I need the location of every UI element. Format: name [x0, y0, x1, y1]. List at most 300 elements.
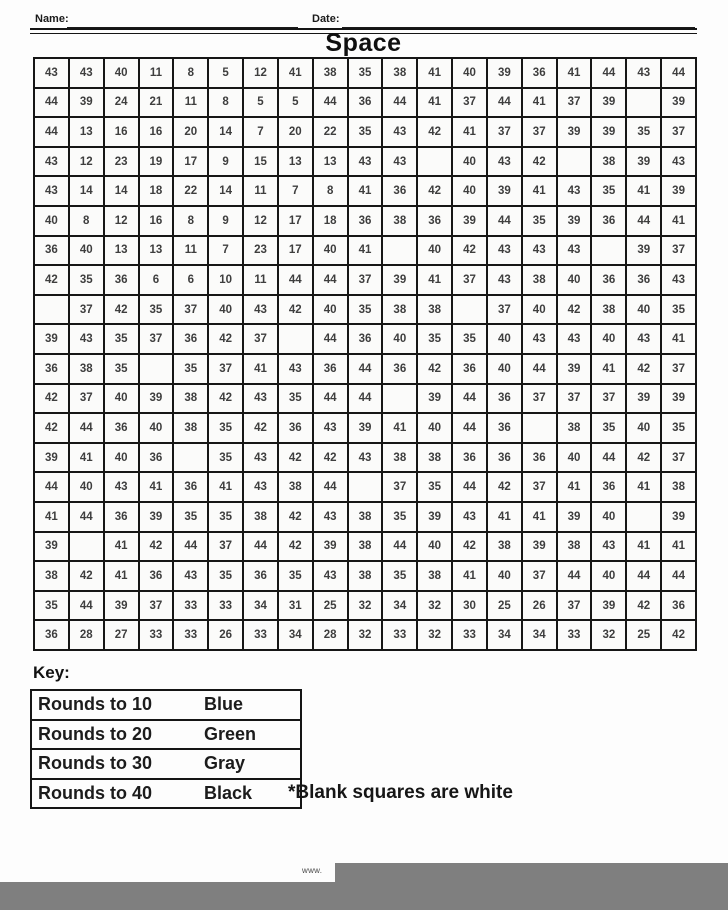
grid-cell: 38 [279, 473, 312, 501]
grid-cell: 36 [35, 237, 68, 265]
grid-cell [35, 296, 68, 324]
grid-cell: 43 [70, 325, 103, 353]
grid-cell: 16 [140, 207, 173, 235]
grid-cell: 44 [70, 592, 103, 620]
key-rule-text: Rounds to 40 [38, 782, 153, 803]
grid-cell: 43 [244, 473, 277, 501]
grid-cell: 36 [140, 444, 173, 472]
grid-cell: 40 [70, 473, 103, 501]
grid-cell: 37 [174, 296, 207, 324]
grid-cell: 43 [558, 325, 591, 353]
grid-cell: 39 [592, 89, 625, 117]
grid-cell: 7 [209, 237, 242, 265]
key-color-name: Blue [204, 694, 244, 715]
grid-cell: 38 [70, 355, 103, 383]
grid-cell: 39 [627, 237, 660, 265]
grid-cell: 36 [349, 207, 382, 235]
grid-cell: 41 [453, 118, 486, 146]
grid-cell: 41 [279, 59, 312, 87]
grid-cell: 44 [453, 473, 486, 501]
grid-cell: 42 [279, 296, 312, 324]
key-rule-text: Rounds to 30 [38, 753, 153, 774]
grid-cell: 37 [523, 118, 556, 146]
grid-cell: 41 [662, 533, 695, 561]
grid-cell: 43 [488, 237, 521, 265]
grid-cell: 35 [383, 562, 416, 590]
grid-cell: 39 [35, 325, 68, 353]
grid-cell: 41 [592, 355, 625, 383]
grid-cell: 41 [349, 237, 382, 265]
grid-cell: 34 [279, 621, 312, 649]
grid-cell: 42 [70, 562, 103, 590]
grid-cell: 40 [209, 296, 242, 324]
grid-cell: 43 [592, 533, 625, 561]
grid-cell: 39 [383, 266, 416, 294]
grid-cell: 39 [558, 118, 591, 146]
grid-cell: 37 [523, 385, 556, 413]
grid-cell: 20 [174, 118, 207, 146]
grid-cell: 35 [174, 503, 207, 531]
grid-cell: 36 [592, 266, 625, 294]
grid-cell: 39 [627, 148, 660, 176]
grid-cell: 36 [105, 414, 138, 442]
grid-cell: 44 [592, 444, 625, 472]
grid-cell: 42 [627, 355, 660, 383]
grid-cell: 41 [627, 533, 660, 561]
grid-cell: 40 [70, 237, 103, 265]
grid-cell: 8 [209, 89, 242, 117]
grid-cell: 10 [209, 266, 242, 294]
grid-cell: 44 [627, 562, 660, 590]
grid-cell: 23 [244, 237, 277, 265]
grid-cell: 41 [627, 177, 660, 205]
grid-cell: 36 [418, 207, 451, 235]
grid-cell: 36 [244, 562, 277, 590]
grid-cell: 43 [314, 414, 347, 442]
grid-cell: 42 [418, 177, 451, 205]
grid-cell [70, 533, 103, 561]
grid-cell: 42 [244, 414, 277, 442]
grid-cell: 26 [523, 592, 556, 620]
grid-cell: 37 [209, 533, 242, 561]
grid-cell: 39 [314, 533, 347, 561]
grid-cell: 43 [244, 444, 277, 472]
grid-cell: 39 [140, 503, 173, 531]
grid-cell: 42 [627, 592, 660, 620]
grid-cell: 36 [279, 414, 312, 442]
grid-cell: 17 [174, 148, 207, 176]
grid-cell: 40 [418, 237, 451, 265]
grid-cell: 35 [418, 473, 451, 501]
grid-cell: 26 [209, 621, 242, 649]
grid-cell: 35 [349, 59, 382, 87]
grid-cell: 31 [279, 592, 312, 620]
grid-cell: 12 [70, 148, 103, 176]
grid-cell: 39 [488, 177, 521, 205]
grid-cell: 40 [488, 355, 521, 383]
grid-cell: 39 [140, 385, 173, 413]
grid-cell: 41 [383, 414, 416, 442]
grid-cell [592, 237, 625, 265]
grid-cell: 42 [279, 503, 312, 531]
grid-cell: 43 [627, 325, 660, 353]
grid-cell: 17 [279, 237, 312, 265]
grid-cell: 40 [418, 414, 451, 442]
grid-cell: 44 [523, 355, 556, 383]
grid-cell: 17 [279, 207, 312, 235]
grid-cell: 43 [488, 266, 521, 294]
grid-cell: 41 [662, 207, 695, 235]
grid-cell: 39 [592, 592, 625, 620]
grid-cell: 39 [488, 59, 521, 87]
grid-cell: 39 [105, 592, 138, 620]
grid-cell: 42 [662, 621, 695, 649]
grid-cell: 7 [279, 177, 312, 205]
grid-cell: 42 [453, 237, 486, 265]
grid-cell: 42 [558, 296, 591, 324]
grid-cell: 12 [244, 59, 277, 87]
grid-cell: 44 [349, 355, 382, 383]
grid-cell: 37 [662, 444, 695, 472]
grid-cell: 40 [558, 444, 591, 472]
blank-squares-note: *Blank squares are white [288, 782, 513, 803]
grid-cell: 16 [105, 118, 138, 146]
grid-cell: 37 [70, 296, 103, 324]
grid-cell: 39 [558, 503, 591, 531]
grid-cell: 37 [453, 266, 486, 294]
grid-cell: 39 [35, 533, 68, 561]
grid-cell: 35 [209, 562, 242, 590]
grid-cell: 40 [35, 207, 68, 235]
grid-cell [279, 325, 312, 353]
grid-cell: 35 [174, 355, 207, 383]
grid-cell: 41 [523, 503, 556, 531]
grid-cell: 44 [244, 533, 277, 561]
grid-cell: 38 [174, 414, 207, 442]
grid-cell: 32 [349, 621, 382, 649]
grid-cell: 44 [314, 385, 347, 413]
grid-cell: 38 [418, 296, 451, 324]
grid-cell [558, 148, 591, 176]
grid-cell: 43 [70, 59, 103, 87]
grid-cell: 35 [523, 207, 556, 235]
grid-cell: 44 [35, 89, 68, 117]
grid-cell: 43 [662, 148, 695, 176]
grid-cell: 41 [627, 473, 660, 501]
grid-cell: 39 [662, 385, 695, 413]
grid-cell: 37 [70, 385, 103, 413]
footer-gray-bar [0, 882, 728, 910]
grid-cell: 41 [244, 355, 277, 383]
grid-cell: 43 [349, 148, 382, 176]
grid-cell: 20 [279, 118, 312, 146]
grid-cell: 44 [453, 414, 486, 442]
grid-cell: 38 [418, 562, 451, 590]
grid-cell: 40 [592, 325, 625, 353]
grid-cell: 11 [244, 266, 277, 294]
grid-cell: 39 [627, 385, 660, 413]
grid-cell: 42 [105, 296, 138, 324]
grid-cell: 37 [140, 592, 173, 620]
grid-cell: 43 [35, 59, 68, 87]
grid-cell: 38 [383, 59, 416, 87]
grid-cell: 35 [279, 562, 312, 590]
grid-cell: 39 [349, 414, 382, 442]
grid-cell: 25 [627, 621, 660, 649]
grid-cell: 9 [209, 148, 242, 176]
grid-cell: 33 [244, 621, 277, 649]
grid-cell: 34 [383, 592, 416, 620]
grid-cell: 37 [558, 385, 591, 413]
grid-cell: 37 [592, 385, 625, 413]
grid-cell: 44 [488, 89, 521, 117]
grid-cell: 38 [418, 444, 451, 472]
grid-cell: 38 [523, 266, 556, 294]
grid-cell: 36 [314, 355, 347, 383]
grid-cell: 35 [279, 385, 312, 413]
grid-cell: 38 [174, 385, 207, 413]
grid-cell: 44 [662, 562, 695, 590]
grid-cell: 35 [592, 414, 625, 442]
grid-cell [383, 385, 416, 413]
grid-cell: 43 [488, 148, 521, 176]
grid-cell: 42 [627, 444, 660, 472]
grid-cell: 39 [35, 444, 68, 472]
grid-cell: 11 [140, 59, 173, 87]
grid-cell: 44 [592, 59, 625, 87]
grid-cell: 12 [105, 207, 138, 235]
grid-cell: 18 [314, 207, 347, 235]
grid-cell: 36 [174, 325, 207, 353]
grid-cell: 19 [140, 148, 173, 176]
key-color-name: Green [204, 723, 257, 744]
grid-cell: 35 [627, 118, 660, 146]
grid-cell: 35 [35, 592, 68, 620]
grid-cell: 36 [662, 592, 695, 620]
grid-cell: 41 [349, 177, 382, 205]
grid-cell: 21 [140, 89, 173, 117]
grid-cell: 39 [418, 385, 451, 413]
grid-cell: 35 [209, 503, 242, 531]
grid-cell: 35 [105, 325, 138, 353]
grid-cell: 38 [592, 148, 625, 176]
grid-cell: 6 [140, 266, 173, 294]
grid-cell: 40 [383, 325, 416, 353]
grid-cell: 35 [140, 296, 173, 324]
grid-cell: 36 [383, 355, 416, 383]
grid-cell: 43 [383, 118, 416, 146]
grid-cell: 38 [558, 414, 591, 442]
grid-cell: 42 [35, 266, 68, 294]
grid-cell: 42 [35, 385, 68, 413]
grid-cell: 35 [662, 296, 695, 324]
key-rule-text: Rounds to 10 [38, 694, 153, 715]
grid-cell: 11 [174, 237, 207, 265]
grid-cell: 37 [662, 355, 695, 383]
grid-cell: 40 [627, 414, 660, 442]
grid-cell: 40 [453, 177, 486, 205]
grid-cell: 5 [279, 89, 312, 117]
grid-cell: 33 [453, 621, 486, 649]
grid-cell: 39 [418, 503, 451, 531]
grid-cell: 36 [383, 177, 416, 205]
key-rule-text: Rounds to 20 [38, 723, 153, 744]
grid-cell: 41 [558, 59, 591, 87]
grid-cell: 44 [627, 207, 660, 235]
grid-cell: 14 [70, 177, 103, 205]
grid-cell: 44 [488, 207, 521, 235]
grid-cell: 37 [488, 118, 521, 146]
grid-cell: 14 [105, 177, 138, 205]
grid-cell: 40 [488, 562, 521, 590]
grid-cell: 36 [488, 385, 521, 413]
grid-cell: 33 [558, 621, 591, 649]
grid-cell: 32 [418, 592, 451, 620]
key-row [32, 721, 300, 751]
grid-cell: 44 [314, 325, 347, 353]
grid-cell: 41 [418, 89, 451, 117]
grid-cell: 39 [523, 533, 556, 561]
grid-cell: 36 [523, 59, 556, 87]
grid-cell: 32 [592, 621, 625, 649]
grid-cell: 37 [453, 89, 486, 117]
grid-cell: 42 [209, 325, 242, 353]
key-label: Key: [33, 663, 70, 682]
grid-cell: 12 [244, 207, 277, 235]
grid-cell: 36 [488, 444, 521, 472]
grid-cell: 44 [174, 533, 207, 561]
grid-cell: 35 [453, 325, 486, 353]
grid-cell: 42 [279, 444, 312, 472]
grid-cell: 39 [662, 89, 695, 117]
grid-cell: 13 [105, 237, 138, 265]
grid-cell: 24 [105, 89, 138, 117]
grid-cell: 13 [140, 237, 173, 265]
grid-cell: 40 [314, 237, 347, 265]
grid-cell: 36 [35, 621, 68, 649]
grid-cell: 38 [349, 533, 382, 561]
grid-cell: 16 [140, 118, 173, 146]
grid-cell: 43 [558, 177, 591, 205]
grid-cell: 36 [105, 266, 138, 294]
key-color-name: Black [204, 782, 253, 803]
grid-cell: 44 [314, 266, 347, 294]
grid-cell: 41 [418, 266, 451, 294]
grid-cell: 36 [174, 473, 207, 501]
grid-cell: 18 [140, 177, 173, 205]
grid-cell: 35 [662, 414, 695, 442]
grid-cell: 44 [314, 89, 347, 117]
grid-cell: 40 [453, 59, 486, 87]
grid-cell: 42 [453, 533, 486, 561]
grid-cell: 41 [453, 562, 486, 590]
grid-cell: 36 [523, 444, 556, 472]
grid-cell: 32 [418, 621, 451, 649]
grid-cell: 34 [523, 621, 556, 649]
grid-cell [140, 355, 173, 383]
grid-cell: 11 [174, 89, 207, 117]
grid-cell: 43 [35, 177, 68, 205]
grid-cell: 40 [592, 562, 625, 590]
grid-cell: 38 [383, 207, 416, 235]
grid-cell: 37 [244, 325, 277, 353]
grid-cell: 42 [418, 355, 451, 383]
grid-cell: 40 [105, 385, 138, 413]
grid-cell: 9 [209, 207, 242, 235]
grid-cell: 5 [209, 59, 242, 87]
grid-cell: 35 [209, 444, 242, 472]
grid-cell: 37 [209, 355, 242, 383]
grid-cell: 44 [662, 59, 695, 87]
grid-cell: 36 [592, 207, 625, 235]
grid-cell: 25 [314, 592, 347, 620]
grid-cell: 44 [279, 266, 312, 294]
grid-cell: 37 [523, 473, 556, 501]
page-title: Space [325, 29, 402, 57]
grid-cell: 35 [592, 177, 625, 205]
grid-cell: 33 [383, 621, 416, 649]
grid-cell: 32 [349, 592, 382, 620]
grid-cell: 42 [418, 118, 451, 146]
grid-cell: 36 [627, 266, 660, 294]
grid-cell: 40 [558, 266, 591, 294]
key-color-name: Gray [204, 753, 246, 774]
grid-cell: 8 [70, 207, 103, 235]
grid-cell: 44 [349, 385, 382, 413]
grid-cell: 40 [627, 296, 660, 324]
grid-cell: 34 [244, 592, 277, 620]
grid-cell: 25 [488, 592, 521, 620]
grid-cell: 14 [209, 177, 242, 205]
grid-cell [418, 148, 451, 176]
grid-cell: 41 [523, 177, 556, 205]
grid-cell: 37 [523, 562, 556, 590]
grid-cell: 33 [174, 621, 207, 649]
grid-cell: 14 [209, 118, 242, 146]
grid-cell: 44 [35, 118, 68, 146]
grid-cell [383, 237, 416, 265]
grid-cell: 35 [349, 118, 382, 146]
grid-cell: 40 [592, 503, 625, 531]
grid-cell: 36 [488, 414, 521, 442]
grid-cell: 42 [523, 148, 556, 176]
grid-cell: 37 [558, 592, 591, 620]
grid-cell: 43 [453, 503, 486, 531]
grid-cell: 43 [35, 148, 68, 176]
watermark-text: www. [302, 866, 323, 875]
grid-cell: 13 [314, 148, 347, 176]
grid-cell: 22 [314, 118, 347, 146]
grid-cell: 43 [523, 325, 556, 353]
grid-cell: 40 [140, 414, 173, 442]
grid-cell: 39 [558, 207, 591, 235]
grid-cell: 40 [523, 296, 556, 324]
number-grid [33, 57, 697, 651]
grid-cell: 44 [558, 562, 591, 590]
grid-cell: 44 [70, 503, 103, 531]
grid-cell: 35 [70, 266, 103, 294]
grid-cell: 38 [314, 59, 347, 87]
grid-cell: 28 [314, 621, 347, 649]
grid-cell: 35 [349, 296, 382, 324]
grid-cell: 41 [140, 473, 173, 501]
grid-cell: 41 [35, 503, 68, 531]
grid-cell: 37 [662, 118, 695, 146]
grid-cell: 8 [314, 177, 347, 205]
grid-cell: 36 [105, 503, 138, 531]
grid-cell: 34 [488, 621, 521, 649]
grid-cell: 38 [662, 473, 695, 501]
